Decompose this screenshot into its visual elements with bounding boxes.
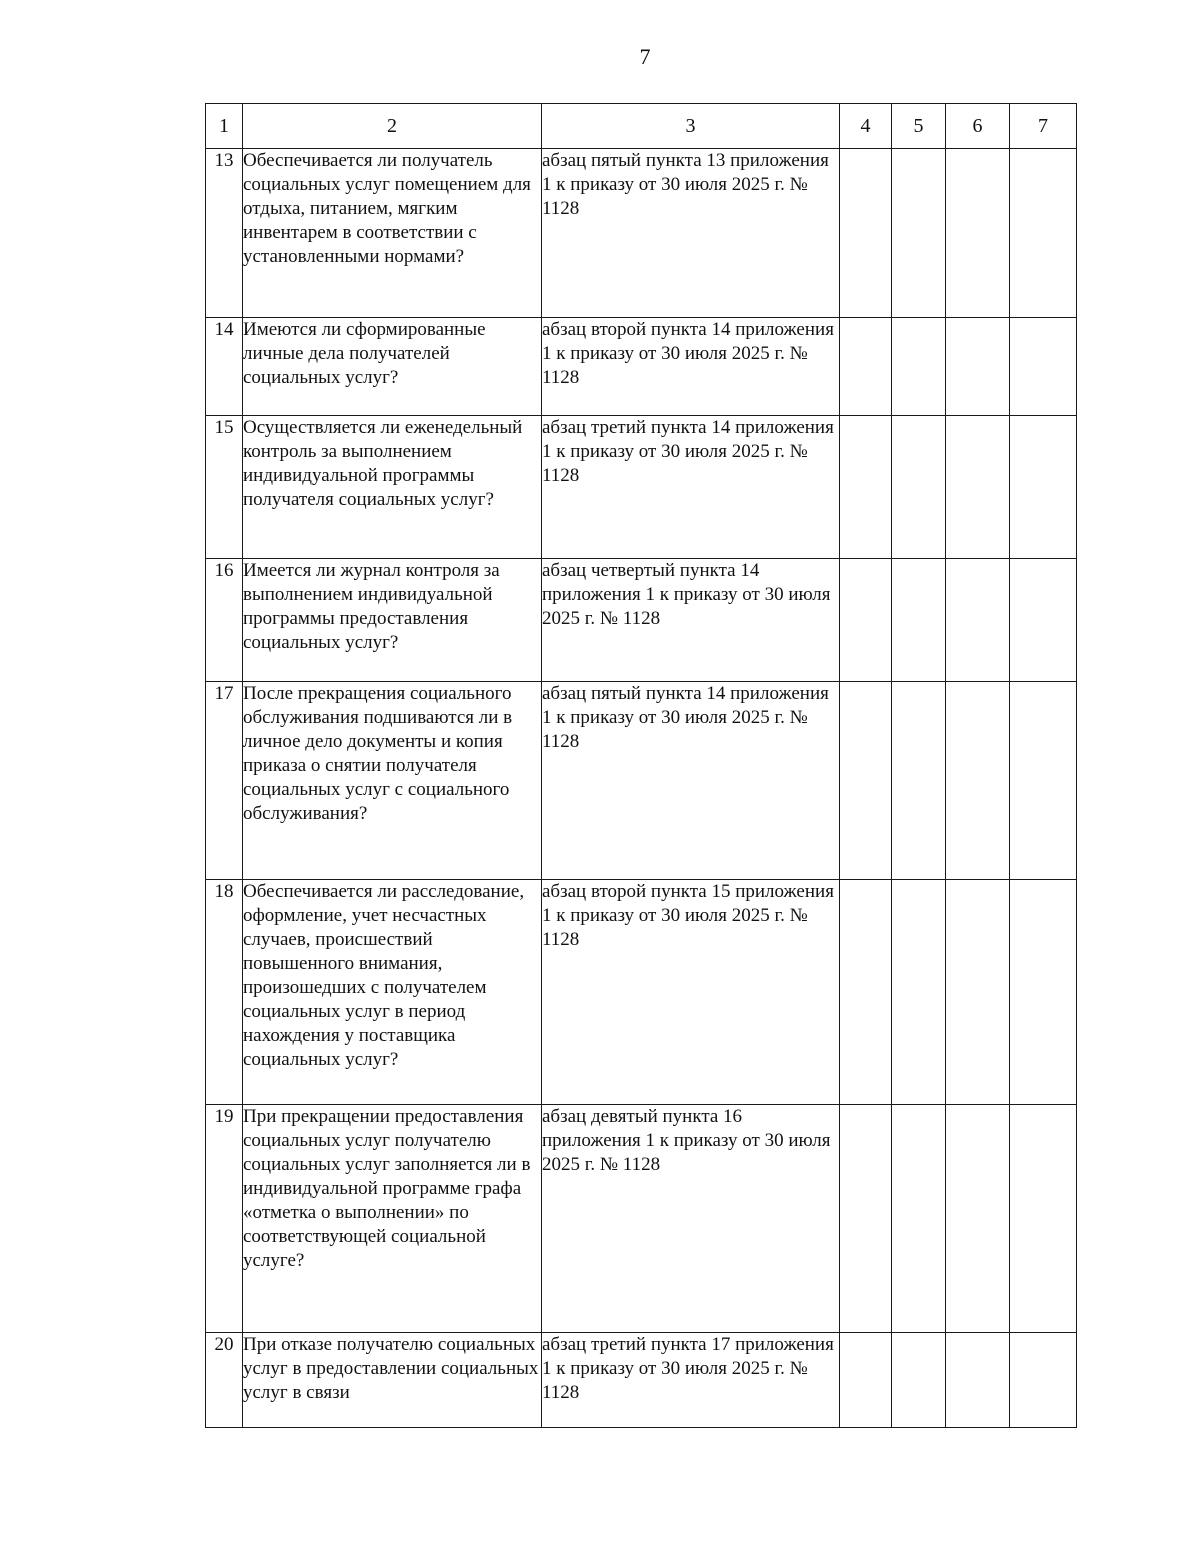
note-cell xyxy=(1010,682,1077,880)
table-row xyxy=(206,880,1077,1105)
row-number: 18 xyxy=(206,880,243,1105)
note-cell xyxy=(1010,559,1077,682)
row-number: 17 xyxy=(206,682,243,880)
note-cell xyxy=(1010,1333,1077,1428)
note-cell xyxy=(1010,416,1077,559)
row-number: 14 xyxy=(206,318,243,416)
question-text: После прекращения социального обслуживания подшиваются ли в личное дело документы и копия приказа о снятии получателя социальных услуг с социального обслуживания? xyxy=(243,682,542,880)
legal-basis-text: абзац пятый пункта 13 приложения 1 к приказу от 30 июля 2025 г. № 1128 xyxy=(542,149,840,318)
legal-basis-text: абзац третий пункта 17 приложения 1 к приказу от 30 июля 2025 г. № 1128 xyxy=(542,1333,840,1428)
table-row xyxy=(206,1105,1077,1333)
answer-cell-no xyxy=(892,1105,946,1333)
column-header-4: 4 xyxy=(840,104,892,149)
answer-cell-not-applicable xyxy=(946,149,1010,318)
row-number: 15 xyxy=(206,416,243,559)
question-text: Обеспечивается ли получатель социальных услуг помещением для отдыха, питанием, мягким инвентарем в соответствии с установленными нормами? xyxy=(243,149,542,318)
question-text: При отказе получателю социальных услуг в предоставлении социальных услуг в связи xyxy=(243,1333,542,1428)
table-row xyxy=(206,318,1077,416)
page-number: 7 xyxy=(639,44,651,69)
legal-basis-text: абзац четвертый пункта 14 приложения 1 к приказу от 30 июля 2025 г. № 1128 xyxy=(542,559,840,682)
column-header-6: 6 xyxy=(946,104,1010,149)
legal-basis-text: абзац девятый пункта 16 приложения 1 к приказу от 30 июля 2025 г. № 1128 xyxy=(542,1105,840,1333)
answer-cell-no xyxy=(892,318,946,416)
row-number: 16 xyxy=(206,559,243,682)
note-cell xyxy=(1010,149,1077,318)
answer-cell-not-applicable xyxy=(946,682,1010,880)
question-text: Имеются ли сформированные личные дела получателей социальных услуг? xyxy=(243,318,542,416)
row-number: 13 xyxy=(206,149,243,318)
note-cell xyxy=(1010,318,1077,416)
column-header-7: 7 xyxy=(1010,104,1077,149)
answer-cell-yes xyxy=(840,318,892,416)
answer-cell-no xyxy=(892,416,946,559)
answer-cell-yes xyxy=(840,682,892,880)
answer-cell-no xyxy=(892,1333,946,1428)
question-text: При прекращении предоставления социальных услуг получателю социальных услуг заполняется ли в индивидуальной программе графа «отметка о выполнении» по соответствующей социальной услуге? xyxy=(243,1105,542,1333)
table-row xyxy=(206,559,1077,682)
question-text: Обеспечивается ли расследование, оформление, учет несчастных случаев, происшествий повышенного внимания, произошедших с получателем социальных услуг в период нахождения у поставщика социальных услуг? xyxy=(243,880,542,1105)
table-row xyxy=(206,682,1077,880)
question-text: Имеется ли журнал контроля за выполнением индивидуальной программы предоставления социальных услуг? xyxy=(243,559,542,682)
table-row xyxy=(206,149,1077,318)
answer-cell-not-applicable xyxy=(946,1333,1010,1428)
legal-basis-text: абзац третий пункта 14 приложения 1 к приказу от 30 июля 2025 г. № 1128 xyxy=(542,416,840,559)
column-header-3: 3 xyxy=(542,104,840,149)
answer-cell-not-applicable xyxy=(946,880,1010,1105)
answer-cell-yes xyxy=(840,559,892,682)
row-number: 19 xyxy=(206,1105,243,1333)
question-text: Осуществляется ли еженедельный контроль за выполнением индивидуальной программы получателя социальных услуг? xyxy=(243,416,542,559)
answer-cell-no xyxy=(892,559,946,682)
answer-cell-yes xyxy=(840,1333,892,1428)
table-row xyxy=(206,416,1077,559)
answer-cell-no xyxy=(892,682,946,880)
legal-basis-text: абзац второй пункта 15 приложения 1 к приказу от 30 июля 2025 г. № 1128 xyxy=(542,880,840,1105)
table-header-row xyxy=(206,104,1077,149)
answer-cell-no xyxy=(892,880,946,1105)
answer-cell-yes xyxy=(840,416,892,559)
answer-cell-not-applicable xyxy=(946,416,1010,559)
answer-cell-yes xyxy=(840,149,892,318)
column-header-5: 5 xyxy=(892,104,946,149)
column-header-2: 2 xyxy=(243,104,542,149)
note-cell xyxy=(1010,1105,1077,1333)
table-row xyxy=(206,1333,1077,1428)
answer-cell-yes xyxy=(840,1105,892,1333)
row-number: 20 xyxy=(206,1333,243,1428)
legal-basis-text: абзац пятый пункта 14 приложения 1 к приказу от 30 июля 2025 г. № 1128 xyxy=(542,682,840,880)
legal-basis-text: абзац второй пункта 14 приложения 1 к приказу от 30 июля 2025 г. № 1128 xyxy=(542,318,840,416)
answer-cell-yes xyxy=(840,880,892,1105)
note-cell xyxy=(1010,880,1077,1105)
column-header-1: 1 xyxy=(206,104,243,149)
answer-cell-not-applicable xyxy=(946,318,1010,416)
checklist-table xyxy=(205,103,1077,1428)
answer-cell-not-applicable xyxy=(946,1105,1010,1333)
answer-cell-not-applicable xyxy=(946,559,1010,682)
answer-cell-no xyxy=(892,149,946,318)
